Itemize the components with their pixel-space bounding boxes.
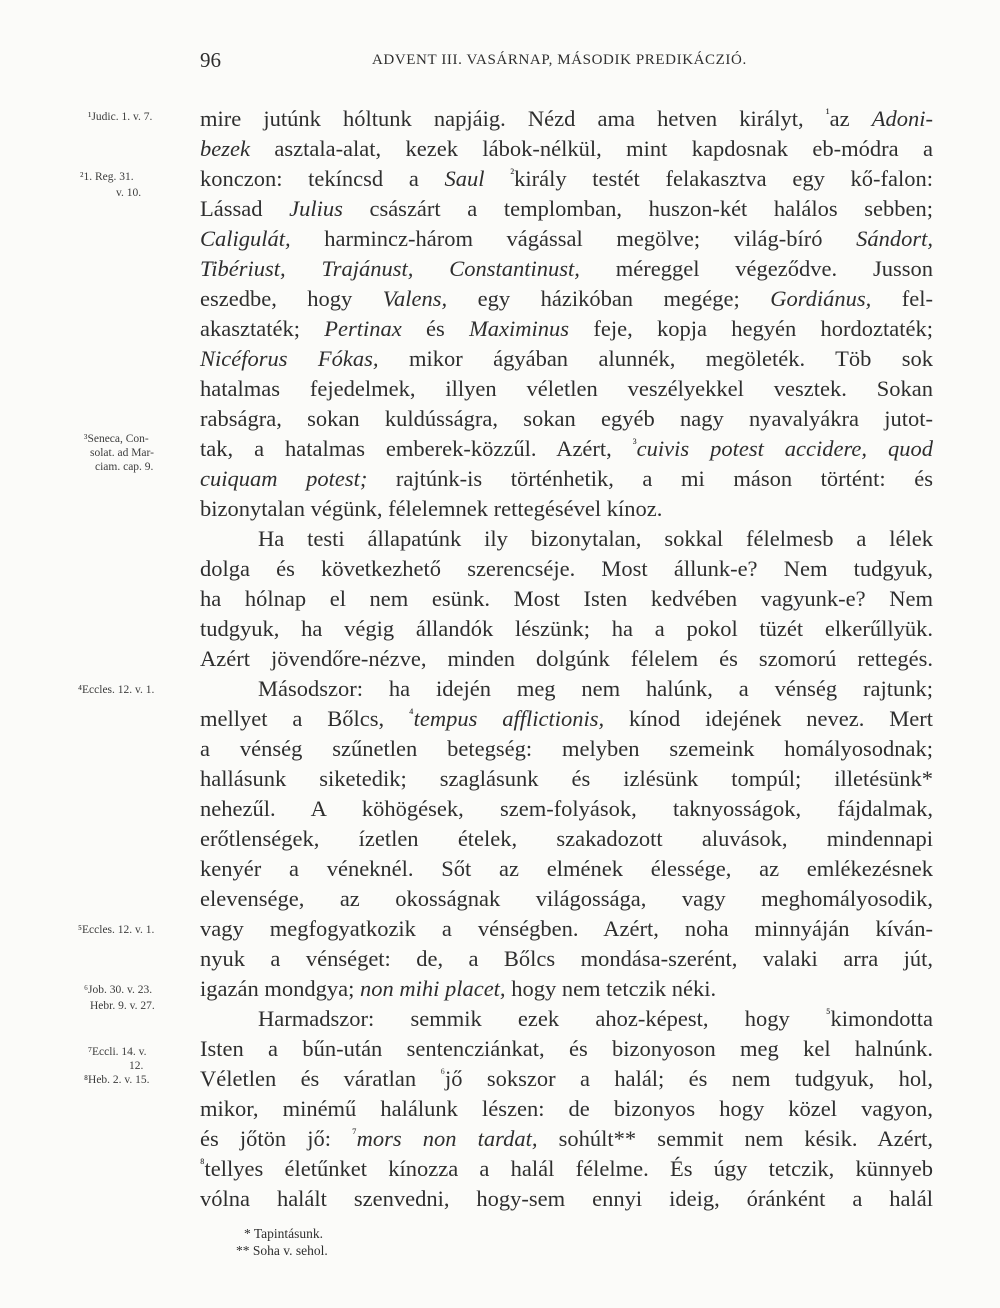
text-line: Nicéforus Fókas, mikor ágyában alunnék, megöleték. Töb sok xyxy=(200,346,933,371)
margin-note: ⁵Eccles. 12. v. 1. xyxy=(78,924,155,936)
text-line: nehezűl. A köhögések, szem-folyások, taknyosságok, fájdalmak, xyxy=(200,796,933,821)
margin-note: ciam. cap. 9. xyxy=(95,461,154,473)
text-line: Másodszor: ha idején meg nem halúnk, a vénség rajtunk; xyxy=(258,676,933,701)
text-line: eszedbe, hogy Valens, egy házikóban megége; Gordiánus, fel- xyxy=(200,286,933,311)
margin-note: v. 10. xyxy=(116,187,142,199)
text-line: kenyér a véneknél. Sőt az elmének élessége, az emlékezésnek xyxy=(200,856,933,881)
text-line: Véletlen és váratlan $^{^6}$jő sokszor a halál; és nem tudgyuk, hol, xyxy=(200,1065,933,1091)
text-line: mikor, minémű halálunk lészen: de bizonyos hogy közel vagyon, xyxy=(200,1096,933,1121)
margin-note: Hebr. 9. v. 27. xyxy=(90,1000,155,1012)
text-line: Isten a bűn-után sentencziánkat, és bizonyoson meg kel halnúnk. xyxy=(200,1036,933,1061)
text-line: elevensége, az okosságnak világossága, vagy meghomályosodik, xyxy=(200,886,933,911)
text-line: vólna halált szenvedni, hogy-sem ennyi ideig, óránként a halál xyxy=(200,1186,933,1211)
text-line: és jőtön jő: $^{^7}$mors non tardat, sohúlt** semmit nem késik. Azért, xyxy=(200,1125,934,1151)
text-line: a vénség szűnetlen betegség: melyben szemeink homályosodnak; xyxy=(200,736,933,761)
margin-note: 12. xyxy=(129,1060,144,1072)
text-line: nyuk a vénséget: de, a Bőlcs mondása-szerént, valaki arra jút, xyxy=(200,946,933,971)
margin-note: ⁶Job. 30. v. 23. xyxy=(84,984,153,996)
margin-note: ⁴Eccles. 12. v. 1. xyxy=(78,684,155,696)
text-line: bezek asztala-alat, kezek lábok-nélkül, mint kapdosnak eb-módra a xyxy=(200,136,933,161)
text-line: bizonytalan végünk, félelemnek rettegésével kínoz. xyxy=(200,496,663,521)
page-number: 96 xyxy=(200,48,221,72)
text-line: hallásunk siketedik; szaglásunk és izlésünk tompúl; illetésünk* xyxy=(200,766,933,791)
text-line: Lássad Julius császárt a templomban, huszon-két halálos sebben; xyxy=(200,196,933,221)
margin-note: ⁷Eccli. 14. v. xyxy=(88,1046,147,1058)
text-line: konczon: tekíncsd a Saul $^{^2}$király testét felakasztva egy kő-falon: xyxy=(200,165,933,191)
margin-note: ²1. Reg. 31. xyxy=(80,171,134,183)
running-head: ADVENT III. VASÁRNAP, MÁSODIK PREDIKÁCZIÓ. xyxy=(372,52,747,68)
text-line: mellyet a Bőlcs, $^{^4}$tempus afflictionis, kínod idejének nevez. Mert xyxy=(200,705,934,731)
footnote: * Tapintásunk. xyxy=(244,1226,324,1241)
text-line: Tibériust, Trajánust, Constantinust, méreggel végeződve. Jusson xyxy=(200,256,933,281)
text-line: Ha testi állapatúnk ily bizonytalan, sokkal félelmesb a lélek xyxy=(258,526,933,551)
text-line: akasztaték; Pertinax és Maximinus feje, kopja hegyén hordoztaték; xyxy=(200,316,933,341)
margin-note: ¹Judic. 1. v. 7. xyxy=(88,111,153,123)
text-line: ha hólnap el nem esünk. Most Isten kedvében vagyunk-e? Nem xyxy=(200,586,933,611)
margin-note: ³Seneca, Con- xyxy=(84,433,149,445)
text-line: rabságra, sokan kuldússágra, sokan egyéb nagy nyavalyákra jutot- xyxy=(200,406,933,431)
text-line: $^{^8}$tellyes életűnket kínozza a halál félelme. És úgy tetczik, künnyeb xyxy=(200,1155,933,1181)
text-line: Caligulát, harmincz-három vágással megölve; világ-bíró Sándort, xyxy=(200,226,933,251)
text-line: tak, a hatalmas emberek-közzűl. Azért, $^{^3}$cuivis potest accidere, quod xyxy=(200,435,933,461)
text-line: hatalmas fejedelmek, illyen véletlen veszélyekkel vesztek. Sokan xyxy=(200,376,933,401)
text-line: Azért jövendőre-nézve, minden dolgúnk félelem és szomorú rettegés. xyxy=(200,646,933,671)
text-line: tudgyuk, ha végig állandók lészünk; ha a pokol tüzét elkerűllyük. xyxy=(200,616,933,641)
margin-note: solat. ad Mar- xyxy=(90,447,154,459)
text-line: erőtlenségek, ízetlen ételek, szakadozott aluvások, mindennapi xyxy=(200,826,933,851)
footnote: ** Soha v. sehol. xyxy=(236,1243,328,1258)
text-line: cuiquam potest; rajtúnk-is történhetik, a mi máson történt: és xyxy=(200,466,933,491)
text-line: vagy megfogyatkozik a vénségben. Azért, noha minnyáján kíván- xyxy=(200,916,933,941)
page-header xyxy=(0,48,1000,78)
margin-note: ⁸Heb. 2. v. 15. xyxy=(84,1074,150,1086)
text-line: dolga és következhető szerencséje. Most állunk-e? Nem tudgyuk, xyxy=(200,556,933,581)
text-line: igazán mondgya; non mihi placet, hogy nem tetczik néki. xyxy=(200,976,717,1001)
text-line: Harmadszor: semmik ezek ahoz-képest, hogy $^{^5}$kimondotta xyxy=(258,1005,933,1031)
text-line: mire jutúnk hóltunk napjáig. Nézd ama hetven királyt, $^{^1}$az Adoni- xyxy=(200,105,933,131)
